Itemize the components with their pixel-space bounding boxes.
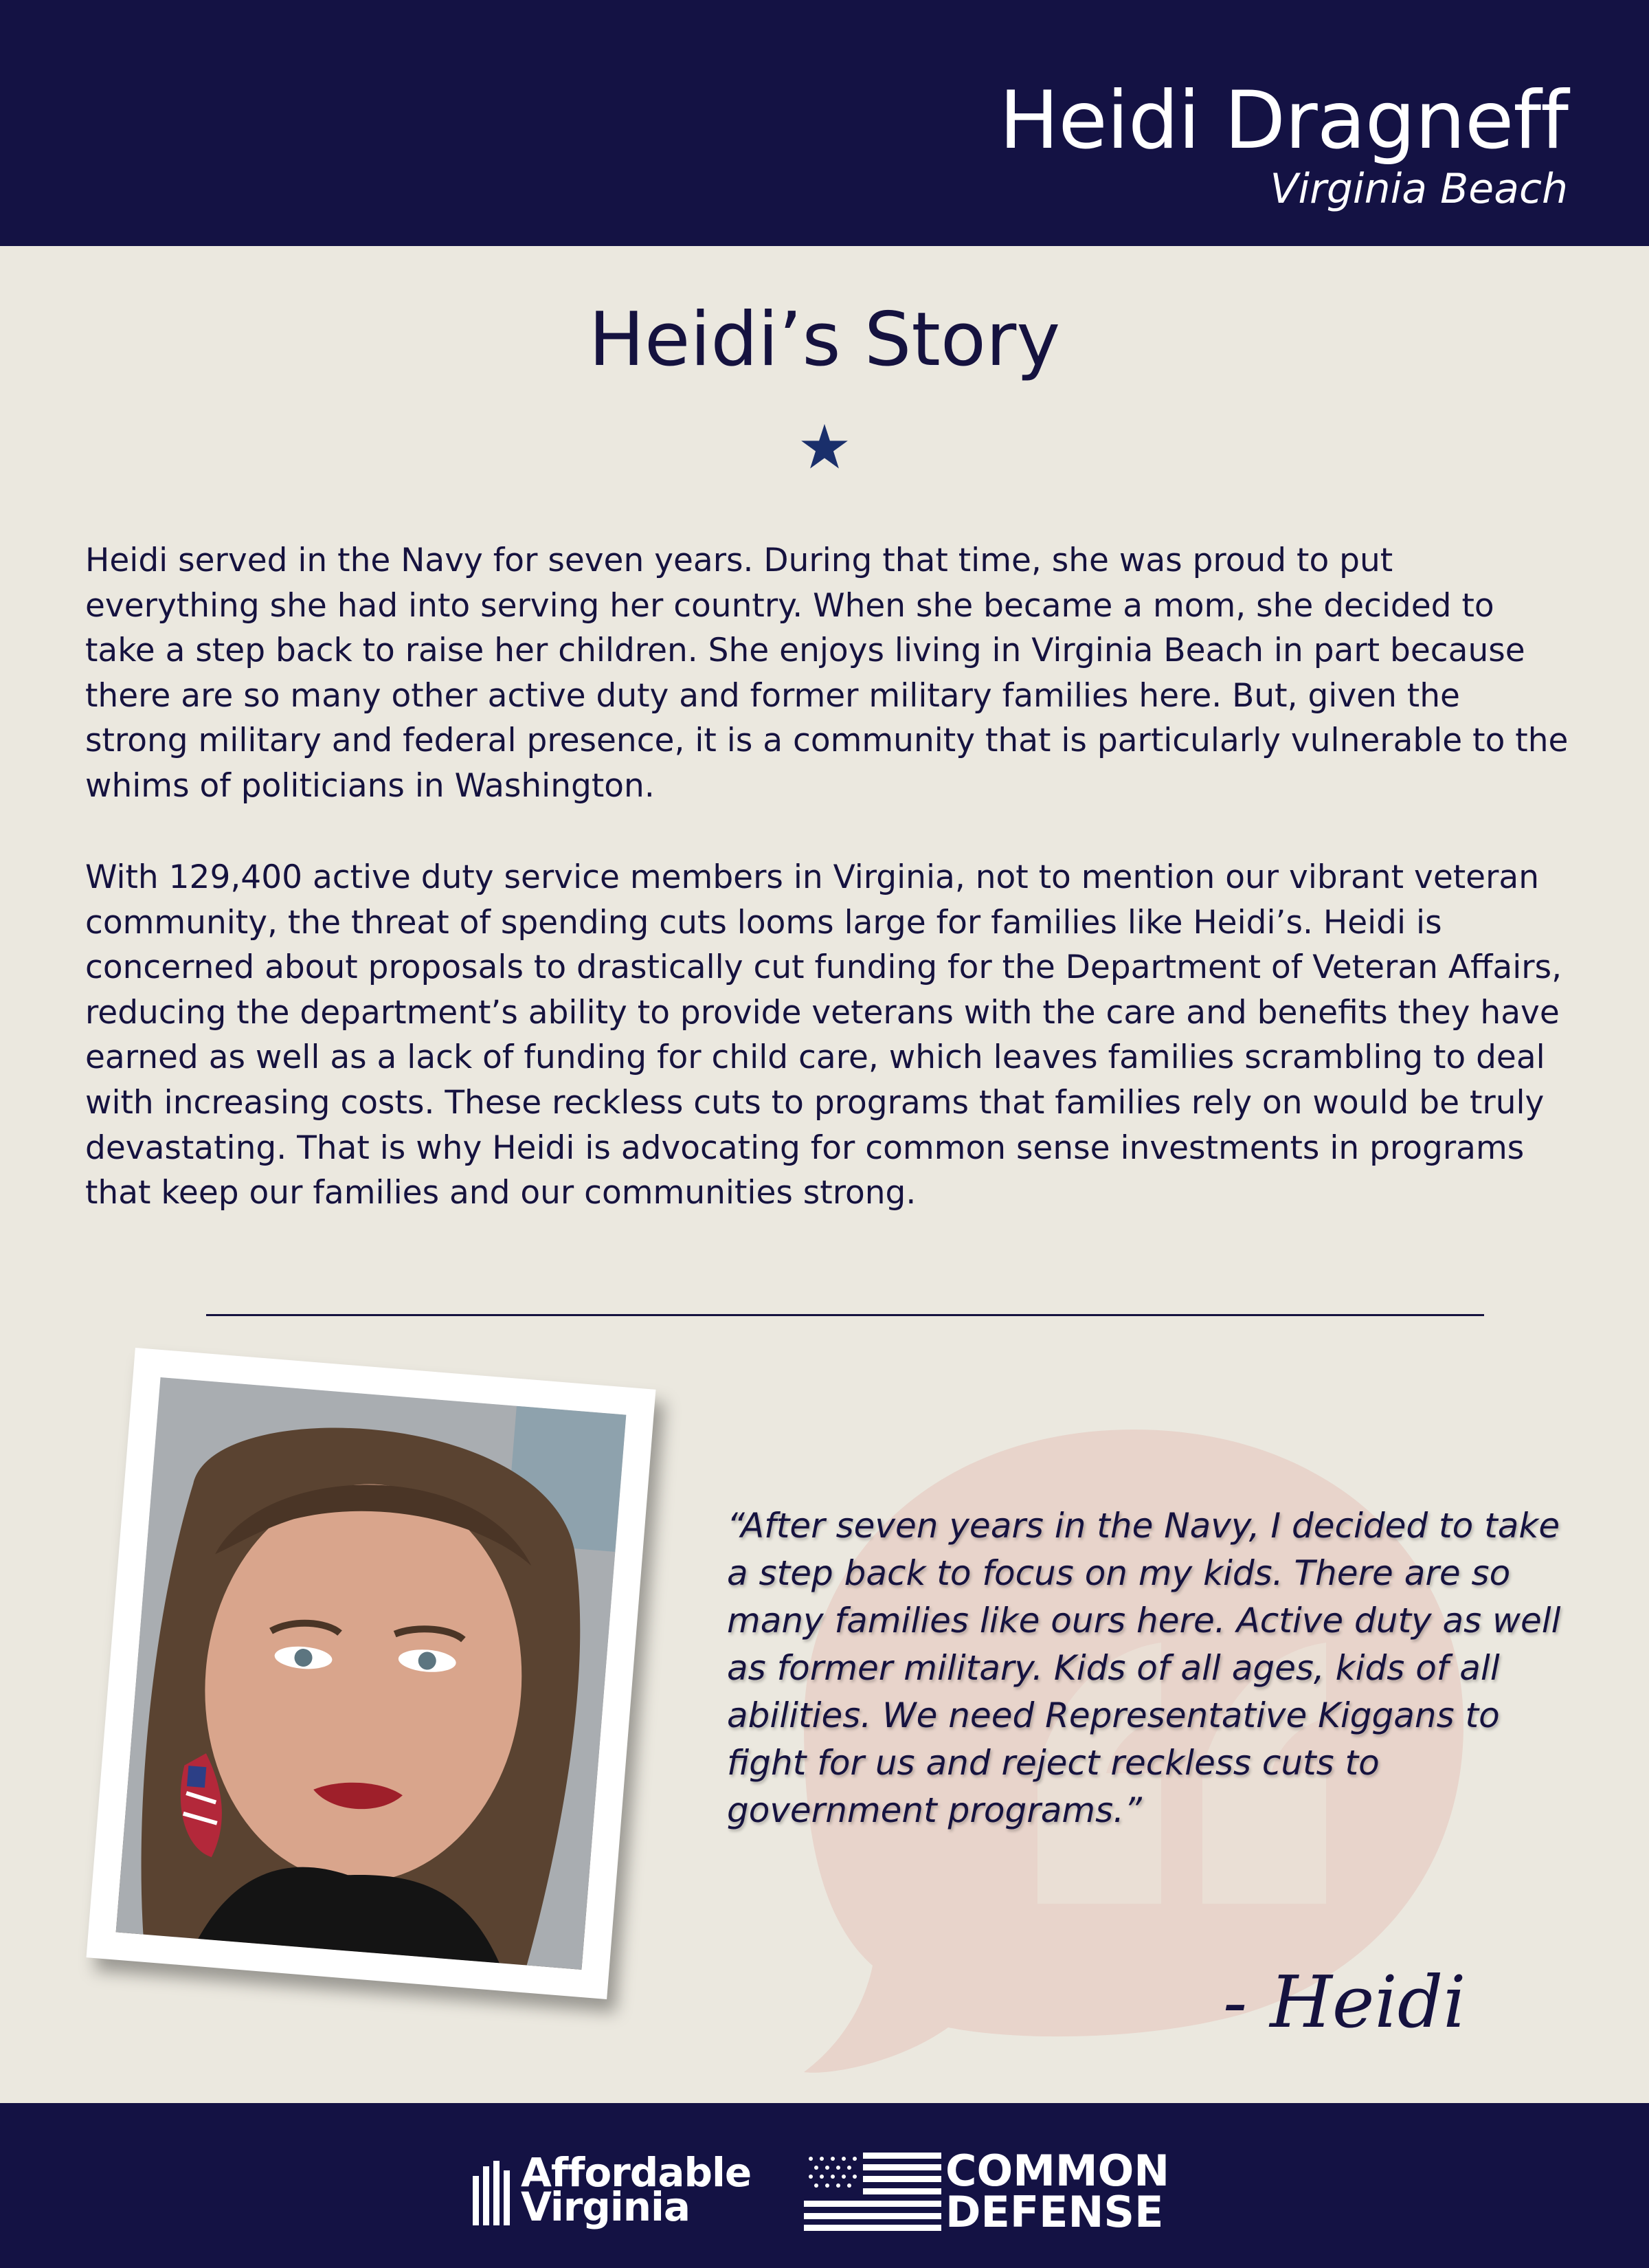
portrait-photo xyxy=(116,1377,627,1970)
affordable-virginia-logo xyxy=(467,2150,756,2232)
person-location: Virginia Beach xyxy=(1270,165,1568,213)
logo-text-line-2: Virginia xyxy=(521,2183,691,2230)
pull-quote: “After seven years in the Navy, I decided to take a step back to focus on my kids. There are so many families like ours here. Active duty as well as former military. Kids of all ages, kids of all abilities. We need Representative Kiggans to fight for us and reject reckless cuts to government programs.” xyxy=(727,1506,1561,1830)
story-title: Heidi’s Story xyxy=(588,297,1061,383)
portrait-photo-frame xyxy=(87,1348,656,1999)
logo-text-defense: DEFENSE xyxy=(945,2187,1164,2237)
portrait-illustration xyxy=(116,1377,627,1970)
logo-text-common: COMMON xyxy=(945,2146,1170,2196)
common-defense-logo xyxy=(804,2147,1175,2236)
story-paragraph-2: With 129,400 active duty service members in Virginia, not to mention our vibrant veteran community, the threat of spending cuts looms large for families like Heidi’s. Heidi is concerned about proposals to drastically cut funding for the Department of Veteran Affairs, reducing the department’s ability to provide veterans with the care and benefits they have earned as well as a lack of funding for child care, which leaves families scrambling to deal with increasing costs. These reckless cuts to programs that families rely on would be truly devastating. That is why Heidi is advocating for common sense investments in programs that keep our families and our communities strong. xyxy=(85,858,1562,1212)
logo-text-line-1: Affordable xyxy=(521,2149,752,2196)
bars-icon xyxy=(471,2157,513,2225)
person-name: Heidi Dragneff xyxy=(999,74,1568,167)
header-banner xyxy=(0,0,1649,246)
flag-icon xyxy=(804,2153,941,2231)
section-divider xyxy=(206,1314,1484,1316)
story-paragraph-1: Heidi served in the Navy for seven years. During that time, she was proud to put everything she had into serving her country. When she became a mom, she decided to take a step back to raise her children. She enjoys living in Virginia Beach in part because there are so many other active duty and former military families here. But, given the strong military and federal presence, it is a community that is particularly vulnerable to the whims of politicians in Washington. xyxy=(85,542,1569,805)
signature: - Heidi xyxy=(1223,1960,1466,2044)
star-icon xyxy=(800,422,849,471)
